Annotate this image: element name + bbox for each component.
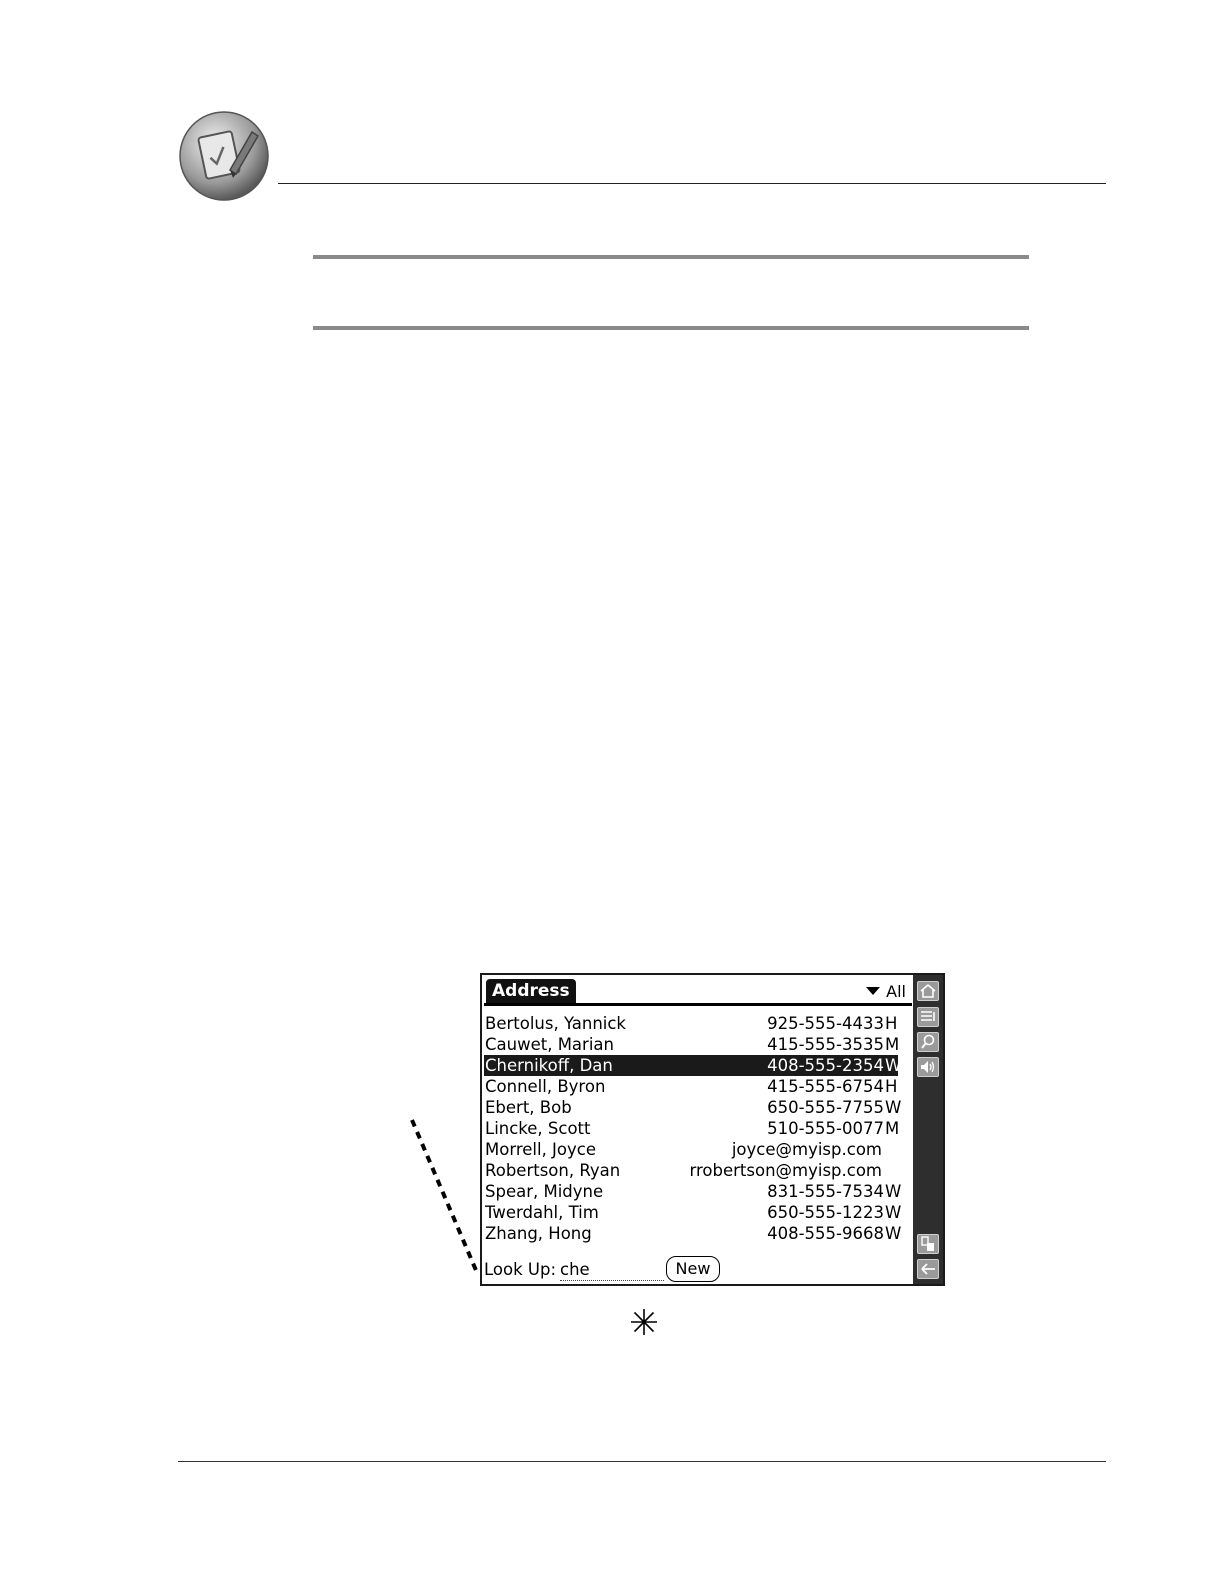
contact-phone-type: M: [885, 1119, 900, 1138]
contact-phone: 510-555-0077: [767, 1119, 884, 1138]
contact-phone-type: W: [885, 1056, 902, 1075]
lookup-input[interactable]: [560, 1260, 664, 1281]
address-screen: [480, 973, 945, 1286]
contact-name: Connell, Byron: [485, 1077, 606, 1096]
list-item[interactable]: [484, 1097, 902, 1118]
lookup-label: Look Up:: [484, 1260, 557, 1279]
contact-name: Bertolus, Yannick: [485, 1014, 626, 1033]
sync-icon[interactable]: [917, 1234, 939, 1254]
contact-phone-type: W: [885, 1098, 902, 1117]
checklist-pen-icon: [178, 110, 270, 202]
callout-line: [400, 1115, 490, 1285]
contact-email: rrobertson@myisp.com: [689, 1161, 882, 1180]
app-title[interactable]: Address: [486, 979, 576, 1003]
contact-name: Twerdahl, Tim: [485, 1203, 599, 1222]
contact-name: Lincke, Scott: [485, 1119, 591, 1138]
list-item[interactable]: [484, 1118, 898, 1139]
category-picker[interactable]: [866, 980, 906, 1002]
contact-name: Morrell, Joyce: [485, 1140, 597, 1159]
list-item[interactable]: [484, 1202, 902, 1223]
contact-name: Chernikoff, Dan: [485, 1056, 613, 1075]
volume-icon[interactable]: [917, 1057, 939, 1077]
contact-phone-type: W: [885, 1224, 902, 1243]
list-item[interactable]: [484, 1076, 898, 1097]
contact-phone-type: M: [885, 1035, 900, 1054]
contact-phone-type: W: [885, 1182, 902, 1201]
contact-phone: 650-555-7755: [767, 1098, 884, 1117]
list-item[interactable]: [484, 1181, 902, 1202]
home-icon[interactable]: [917, 981, 939, 1001]
list-item[interactable]: [484, 1139, 898, 1160]
category-label: All: [886, 981, 906, 1001]
list-item[interactable]: [484, 1223, 902, 1244]
contact-name: Ebert, Bob: [485, 1098, 572, 1117]
screen-main: [482, 975, 914, 1284]
note-rule-top: [313, 255, 1029, 259]
lookup-area: [484, 1259, 664, 1281]
list-item[interactable]: [484, 1160, 898, 1181]
triangle-down-icon: [866, 987, 880, 995]
list-item[interactable]: [484, 1034, 898, 1055]
back-icon[interactable]: [917, 1259, 939, 1279]
contact-email: joyce@myisp.com: [731, 1140, 882, 1159]
silkscreen-sidebar: [913, 975, 943, 1284]
contact-name: Zhang, Hong: [485, 1224, 592, 1243]
title-bar: [484, 978, 912, 1006]
contact-name: Robertson, Ryan: [485, 1161, 621, 1180]
contact-phone: 415-555-6754: [767, 1077, 884, 1096]
contact-phone: 925-555-4433: [767, 1014, 884, 1033]
menu-icon[interactable]: [917, 1007, 939, 1027]
header-rule: [278, 183, 1106, 184]
contact-phone: 650-555-1223: [767, 1203, 884, 1222]
contact-phone: 408-555-2354: [767, 1056, 884, 1075]
list-item[interactable]: [484, 1055, 902, 1076]
contact-phone: 415-555-3535: [767, 1035, 884, 1054]
contact-phone: 831-555-7534: [767, 1182, 884, 1201]
new-button[interactable]: New: [666, 1256, 720, 1282]
contact-list: [484, 1013, 902, 1244]
note-rule-bottom: [313, 326, 1029, 330]
find-icon[interactable]: [917, 1032, 939, 1052]
contact-phone-type: H: [885, 1014, 898, 1033]
list-item[interactable]: [484, 1013, 898, 1034]
contact-name: Cauwet, Marian: [485, 1035, 614, 1054]
contact-phone-type: H: [885, 1077, 898, 1096]
contact-phone: 408-555-9668: [767, 1224, 884, 1243]
footer-rule: [178, 1461, 1106, 1462]
contact-phone-type: W: [885, 1203, 902, 1222]
star-icon: [626, 1304, 662, 1340]
contact-name: Spear, Midyne: [485, 1182, 604, 1201]
